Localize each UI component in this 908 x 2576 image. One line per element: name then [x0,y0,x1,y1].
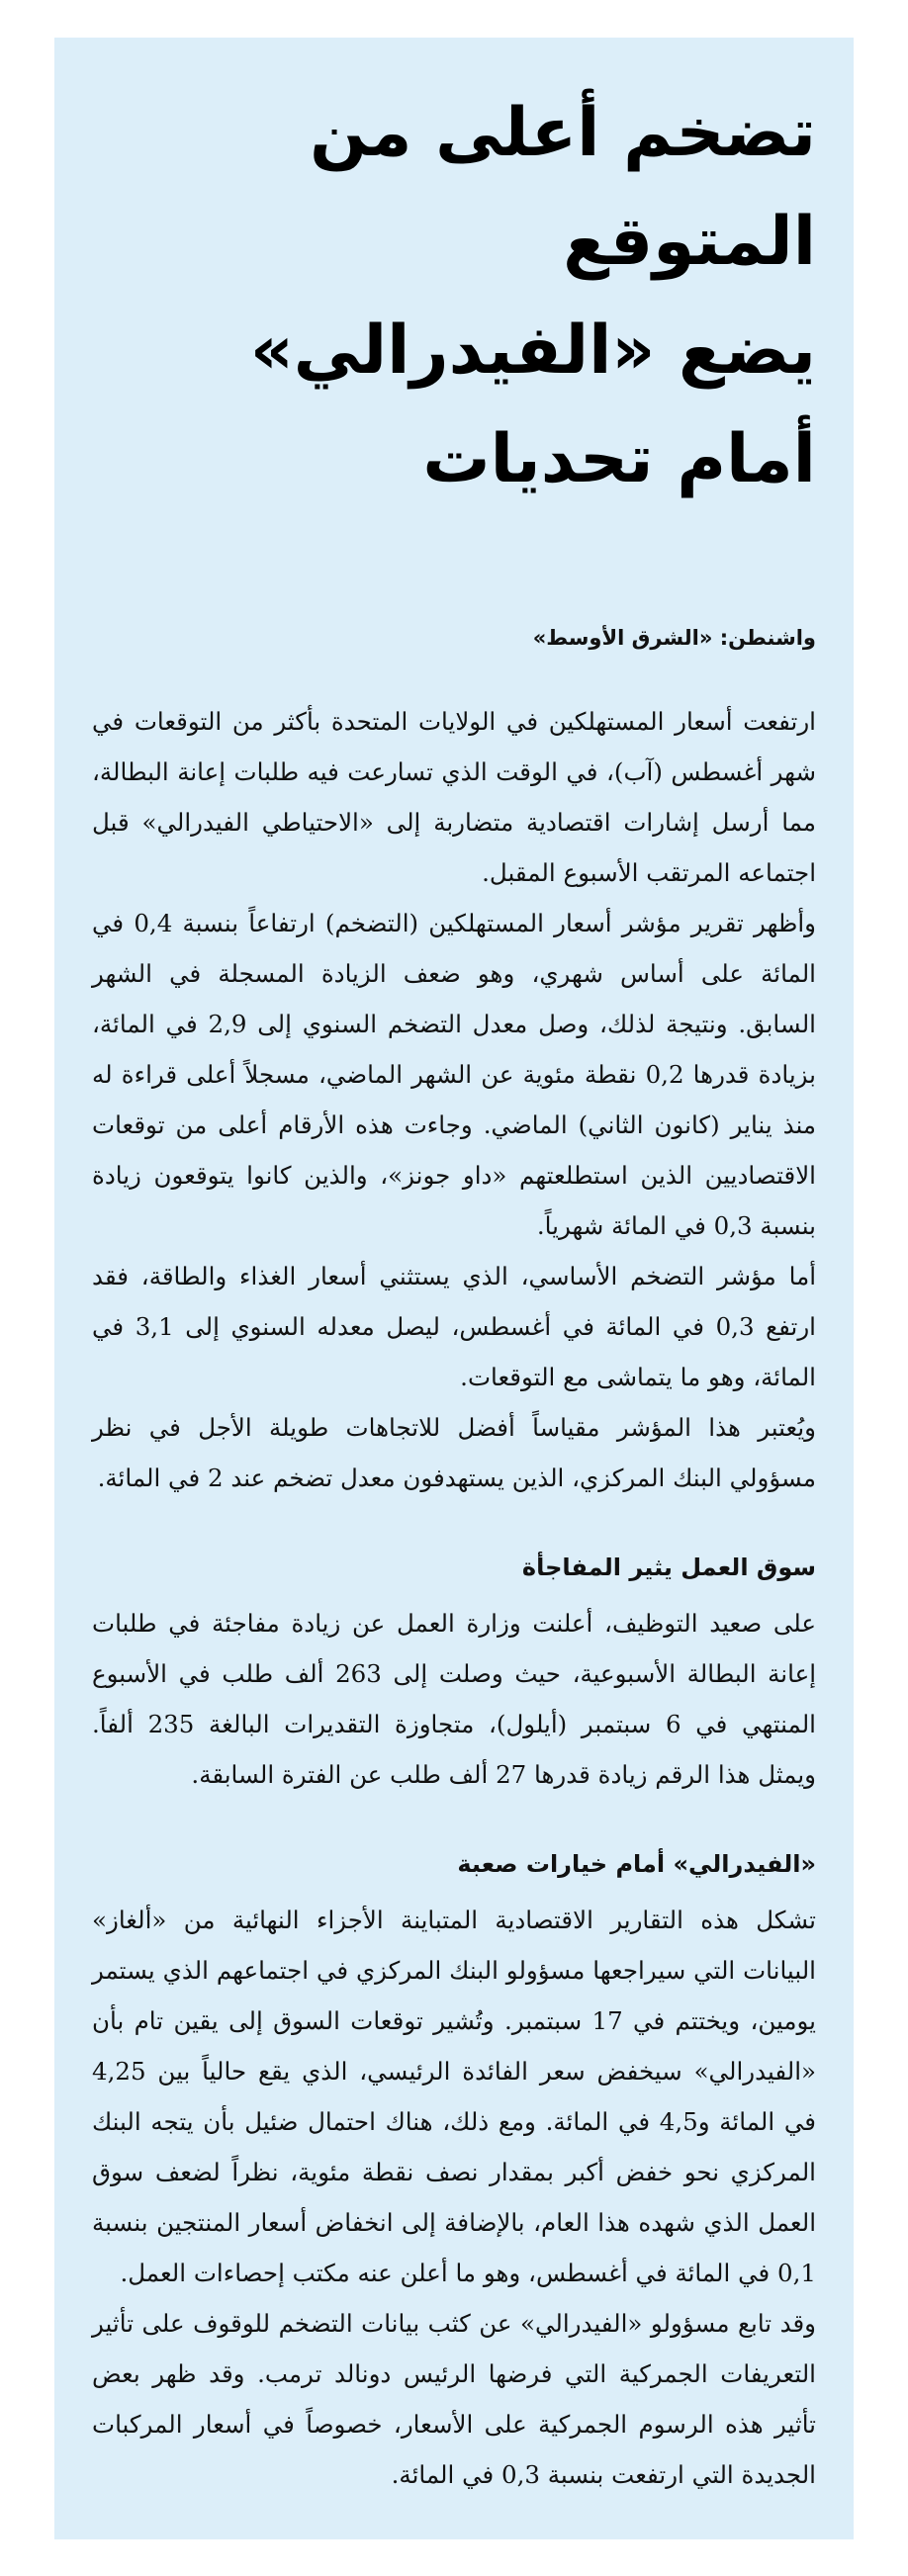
headline-line-1: تضخم أعلى من المتوقع [310,94,816,281]
subheading-fed-choices: «الفيدرالي» أمام خيارات صعبة [457,1850,816,1878]
paragraph-tariffs: وقد تابع مسؤولو «الفيدرالي» عن كثب بيانات التضخم للوقوف على تأثير التعريفات الجمركية التي فرضها الرئيس دونالد ترمب. وقد ظهر بعض تأثير هذه الرسوم الجمركية على الأسعار، خصوصاً في أسعار المركبات الجديدة التي ارتفعت بنسبة 0,3 في المائة. [92,2309,816,2489]
subheading-labor-market: سوق العمل يثير المفاجأة [521,1554,816,1581]
article-clipping [54,38,854,2539]
headline [92,79,816,514]
paragraph-core-inflation: أما مؤشر التضخم الأساسي، الذي يستثني أسعار الغذاء والطاقة، فقد ارتفع 0,3 في المائة في أغسطس، ليصل معدله السنوي إلى 3,1 في المائة، وهو ما يتماشى مع التوقعات. [92,1262,816,1391]
paragraph-intro: ارتفعت أسعار المستهلكين في الولايات المتحدة بأكثر من التوقعات في شهر أغسطس (آب)، في الوقت الذي تسارعت فيه طلبات إعانة البطالة، مما أرسل إشارات اقتصادية متضاربة إلى «الاحتياطي الفيدرالي» قبل اجتماعه المرتقب الأسبوع المقبل. [92,707,816,887]
headline-line-2: يضع «الفيدرالي» أمام تحديات [249,311,816,498]
paragraph-fed-target: ويُعتبر هذا المؤشر مقياساً أفضل للاتجاهات طويلة الأجل في نظر مسؤولي البنك المركزي، الذين يستهدفون معدل تضخم عند 2 في المائة. [92,1413,816,1492]
byline: واشنطن: «الشرق الأوسط» [532,626,816,650]
paragraph-fed-meeting: تشكل هذه التقارير الاقتصادية المتباينة الأجزاء النهائية من «ألغاز» البيانات التي سيراجعها مسؤولو البنك المركزي في اجتماعهم الذي يستمر يومين، ويختتم في 17 سبتمبر. وتُشير توقعات السوق إلى يقين تام بأن «الفيدرالي» سيخفض سعر الفائدة الرئيسي، الذي يقع حالياً بين 4,25 في المائة و4,5 في المائة. ومع ذلك، هناك احتمال ضئيل بأن يتجه البنك المركزي نحو خفض أكبر بمقدار نصف نقطة مئوية، نظراً لضعف سوق العمل الذي شهده هذا العام، بالإضافة إلى انخفاض أسعار المنتجين بنسبة 0,1 في المائة في أغسطس، وهو ما أعلن عنه مكتب إحصاءات العمل. [92,1906,816,2287]
paragraph-cpi-report: وأظهر تقرير مؤشر أسعار المستهلكين (التضخم) ارتفاعاً بنسبة 0,4 في المائة على أساس شهري، وهو ضعف الزيادة المسجلة في الشهر السابق. ونتيجة لذلك، وصل معدل التضخم السنوي إلى 2,9 في المائة، بزيادة قدرها 0,2 نقطة مئوية عن الشهر الماضي، مسجلاً أعلى قراءة له منذ يناير (كانون الثاني) الماضي. وجاءت هذه الأرقام أعلى من توقعات الاقتصاديين الذين استطلعتهم «داو جونز»، والذين كانوا يتوقعون زيادة بنسبة 0,3 في المائة شهرياً. [92,909,817,1240]
article-body [92,696,816,2500]
paragraph-jobless-claims: على صعيد التوظيف، أعلنت وزارة العمل عن زيادة مفاجئة في طلبات إعانة البطالة الأسبوعية، حيث وصلت إلى 263 ألف طلب في الأسبوع المنتهي في 6 سبتمبر (أيلول)، متجاوزة التقديرات البالغة 235 ألفاً. ويمثل هذا الرقم زيادة قدرها 27 ألف طلب عن الفترة السابقة. [92,1609,817,1789]
